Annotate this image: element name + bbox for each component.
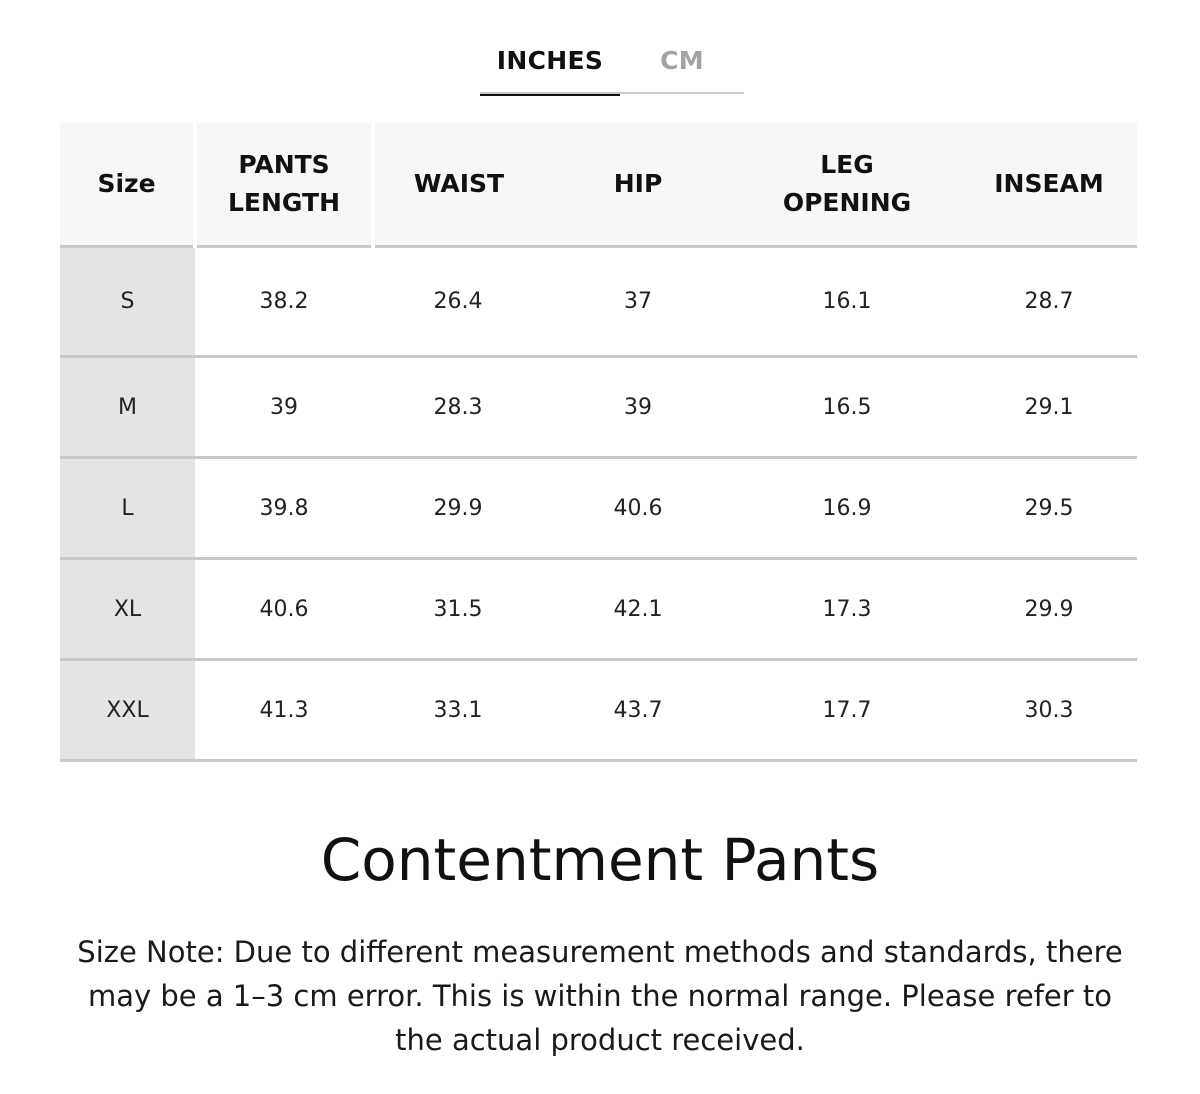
inseam-cell: 29.9 bbox=[961, 559, 1137, 660]
product-title: Contentment Pants bbox=[320, 826, 880, 894]
tab-cm[interactable] bbox=[620, 42, 744, 94]
size-chart-table bbox=[60, 123, 1137, 762]
header-waist: WAIST bbox=[373, 123, 543, 247]
header-size: Size bbox=[60, 123, 195, 247]
tab-cm-label: CM bbox=[660, 46, 704, 75]
tab-inches-label: INCHES bbox=[496, 46, 604, 75]
size-note: Size Note: Due to different measurement methods and standards, there may be a 1–3 cm error. This is within the normal range. Please refer to the actual product received. bbox=[77, 935, 1123, 1057]
inseam-cell: 28.7 bbox=[961, 247, 1137, 357]
leg-opening-cell: 17.7 bbox=[733, 660, 961, 761]
table-row bbox=[60, 458, 1137, 559]
hip-cell: 43.7 bbox=[543, 660, 733, 761]
header-hip: HIP bbox=[543, 123, 733, 247]
pants-length-cell: 41.3 bbox=[195, 660, 373, 761]
waist-cell: 26.4 bbox=[373, 247, 543, 357]
leg-opening-cell: 16.5 bbox=[733, 357, 961, 458]
size-cell: S bbox=[60, 247, 195, 357]
active-tab-underline bbox=[480, 94, 620, 96]
hip-cell: 39 bbox=[543, 357, 733, 458]
pants-length-cell: 39 bbox=[195, 357, 373, 458]
tab-inches[interactable] bbox=[480, 42, 620, 94]
size-cell: XL bbox=[60, 559, 195, 660]
leg-opening-cell: 16.1 bbox=[733, 247, 961, 357]
size-cell: L bbox=[60, 458, 195, 559]
waist-cell: 33.1 bbox=[373, 660, 543, 761]
size-cell: XXL bbox=[60, 660, 195, 761]
hip-cell: 37 bbox=[543, 247, 733, 357]
hip-cell: 42.1 bbox=[543, 559, 733, 660]
waist-cell: 28.3 bbox=[373, 357, 543, 458]
unit-tabs bbox=[480, 42, 744, 94]
table-row bbox=[60, 247, 1137, 357]
waist-cell: 31.5 bbox=[373, 559, 543, 660]
inseam-cell: 30.3 bbox=[961, 660, 1137, 761]
header-leg-opening: LEG OPENING bbox=[733, 123, 961, 247]
table-header-row bbox=[60, 123, 1137, 247]
size-cell: M bbox=[60, 357, 195, 458]
inseam-cell: 29.1 bbox=[961, 357, 1137, 458]
pants-length-cell: 38.2 bbox=[195, 247, 373, 357]
hip-cell: 40.6 bbox=[543, 458, 733, 559]
table-row bbox=[60, 559, 1137, 660]
leg-opening-cell: 17.3 bbox=[733, 559, 961, 660]
header-inseam: INSEAM bbox=[961, 123, 1137, 247]
pants-length-cell: 39.8 bbox=[195, 458, 373, 559]
waist-cell: 29.9 bbox=[373, 458, 543, 559]
table-row bbox=[60, 660, 1137, 761]
inseam-cell: 29.5 bbox=[961, 458, 1137, 559]
leg-opening-cell: 16.9 bbox=[733, 458, 961, 559]
header-pants-length: PANTS LENGTH bbox=[195, 123, 373, 247]
table-row bbox=[60, 357, 1137, 458]
pants-length-cell: 40.6 bbox=[195, 559, 373, 660]
